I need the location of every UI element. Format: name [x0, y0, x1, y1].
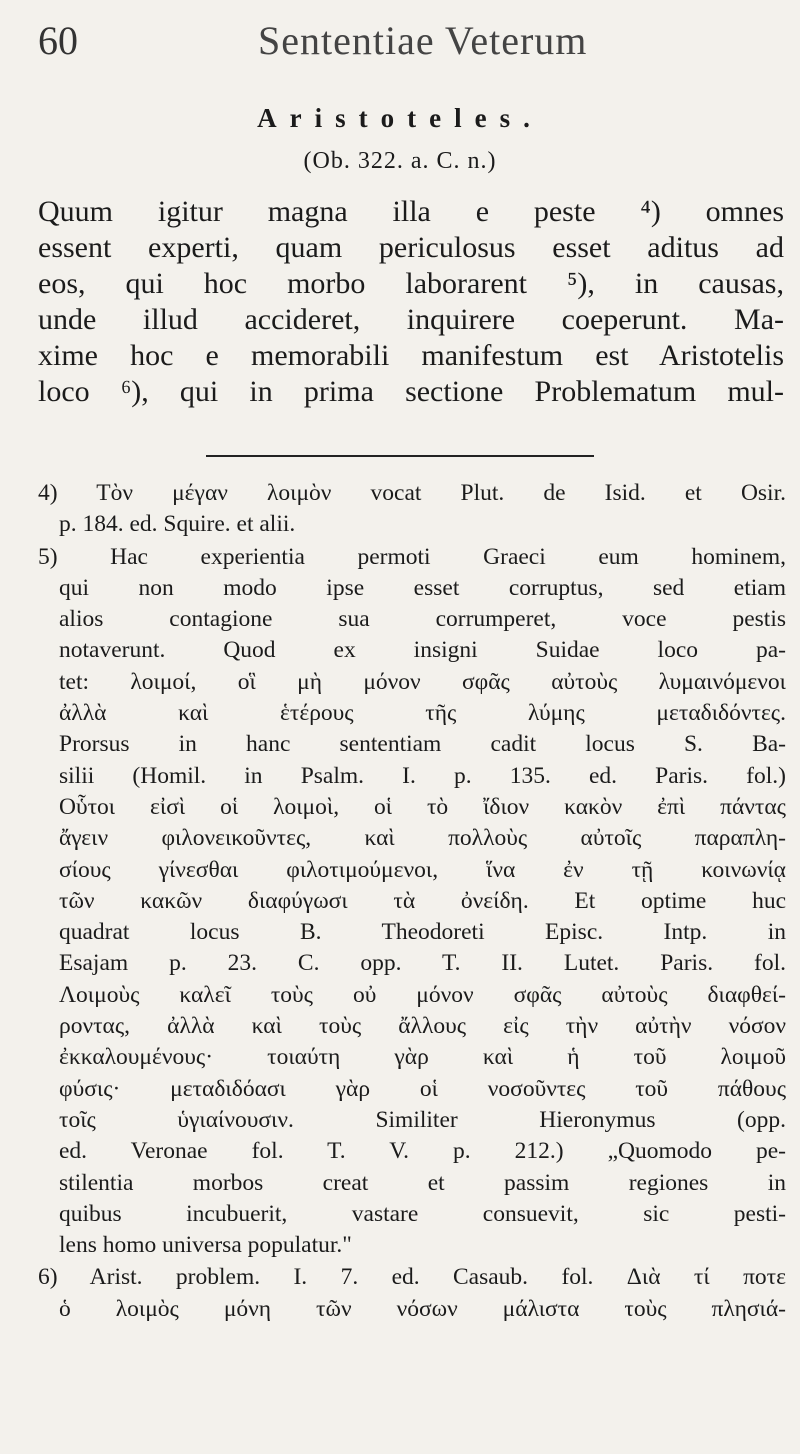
footnote-separator	[206, 455, 594, 457]
page-number: 60	[38, 18, 78, 63]
footnote-line: tet: λοιμοί, οἳ μὴ μόνον σφᾶς αὐτοὺς λυμαινόμενοι	[59, 668, 786, 695]
footnotes	[38, 478, 786, 1325]
footnote-line: p. 184. ed. Squire. et alii.	[59, 511, 296, 538]
main-text	[38, 194, 784, 410]
footnote-line: ed. Veronae fol. T. V. p. 212.) „Quomodo pe-	[59, 1138, 786, 1165]
footnote-line: quadrat locus B. Theodoreti Episc. Intp. in	[59, 919, 786, 946]
footnote-line: Λοιμοὺς καλεῖ τοὺς οὐ μόνον σφᾶς αὐτοὺς διαφθεί-	[59, 981, 786, 1008]
text-line: xime hoc e memorabili manifestum est Aristotelis	[38, 339, 784, 372]
footnote-line: ὁ λοιμὸς μόνη τῶν νόσων μάλιστα τοὺς πλησιά-	[59, 1295, 786, 1322]
text-line: eos, qui hoc morbo laborarent ⁵), in causas,	[38, 267, 784, 300]
footnote-5	[38, 542, 786, 1262]
author-dates: (Ob. 322. a. C. n.)	[303, 148, 497, 174]
footnote-line: ροντας, ἀλλὰ καὶ τοὺς ἄλλους εἰς τὴν αὐτὴν νόσον	[59, 1013, 786, 1040]
footnote-line: Prorsus in hanc sententiam cadit locus S. Ba-	[59, 731, 786, 758]
footnote-line: 5) Hac experientia permoti Graeci eum hominem,	[38, 543, 786, 570]
footnote-line: lens homo universa populatur."	[59, 1232, 352, 1259]
footnote-line: ἄγειν φιλονεικοῦντες, καὶ πολλοὺς αὐτοῖς παραπλη-	[59, 825, 786, 852]
text-line: essent experti, quam periculosus esset aditus ad	[38, 231, 784, 264]
footnote-line: Esajam p. 23. C. opp. T. II. Lutet. Paris. fol.	[59, 950, 786, 977]
footnote-line: φύσις· μεταδιδόασι γὰρ οἱ νοσοῦντες τοῦ πάθους	[59, 1075, 786, 1102]
footnote-line: ἀλλὰ καὶ ἑτέρους τῆς λύμης μεταδιδόντες.	[59, 700, 786, 727]
footnote-line: σίους γίνεσθαι φιλοτιμούμενοι, ἵνα ἐν τῇ κοινωνίᾳ	[59, 856, 786, 883]
footnote-line: stilentia morbos creat et passim regiones in	[59, 1169, 786, 1196]
footnote-line: quibus incubuerit, vastare consuevit, sic pesti-	[59, 1200, 786, 1227]
footnote-line: Οὗτοι εἰσὶ οἱ λοιμοὶ, οἱ τὸ ἴδιον κακὸν ἐπὶ πάντας	[59, 793, 786, 820]
footnote-line: 6) Arist. problem. I. 7. ed. Casaub. fol. Διὰ τί ποτε	[38, 1264, 786, 1291]
running-title: Sententiae Veterum	[258, 18, 588, 63]
footnote-line: τῶν κακῶν διαφύγωσι τὰ ὀνείδη. Et optime huc	[59, 887, 786, 914]
footnote-line: ἐκκαλουμένους· τοιαύτη γὰρ καὶ ἡ τοῦ λοιμοῦ	[59, 1044, 786, 1071]
footnote-line: qui non modo ipse esset corruptus, sed etiam	[59, 574, 786, 601]
section-heading: Aristoteles.	[257, 103, 543, 133]
text-line: loco ⁶), qui in prima sectione Problematum mul-	[38, 375, 784, 408]
footnote-6	[38, 1262, 786, 1325]
footnote-line: alios contagione sua corrumperet, voce pestis	[59, 606, 786, 633]
footnote-line: notaverunt. Quod ex insigni Suidae loco pa-	[59, 637, 786, 664]
footnote-line: τοῖς ὑγιαίνουσιν. Similiter Hieronymus (opp.	[59, 1106, 786, 1133]
text-line: Quum igitur magna illa e peste ⁴) omnes	[38, 195, 784, 228]
footnote-line: silii (Homil. in Psalm. I. p. 135. ed. Paris. fol.)	[59, 762, 786, 789]
footnote-4	[38, 478, 786, 541]
text-line: unde illud accideret, inquirere coeperunt. Ma-	[38, 303, 784, 336]
running-head	[38, 14, 778, 68]
footnote-line: 4) Τὸν μέγαν λοιμὸν vocat Plut. de Isid. et Osir.	[38, 480, 786, 506]
